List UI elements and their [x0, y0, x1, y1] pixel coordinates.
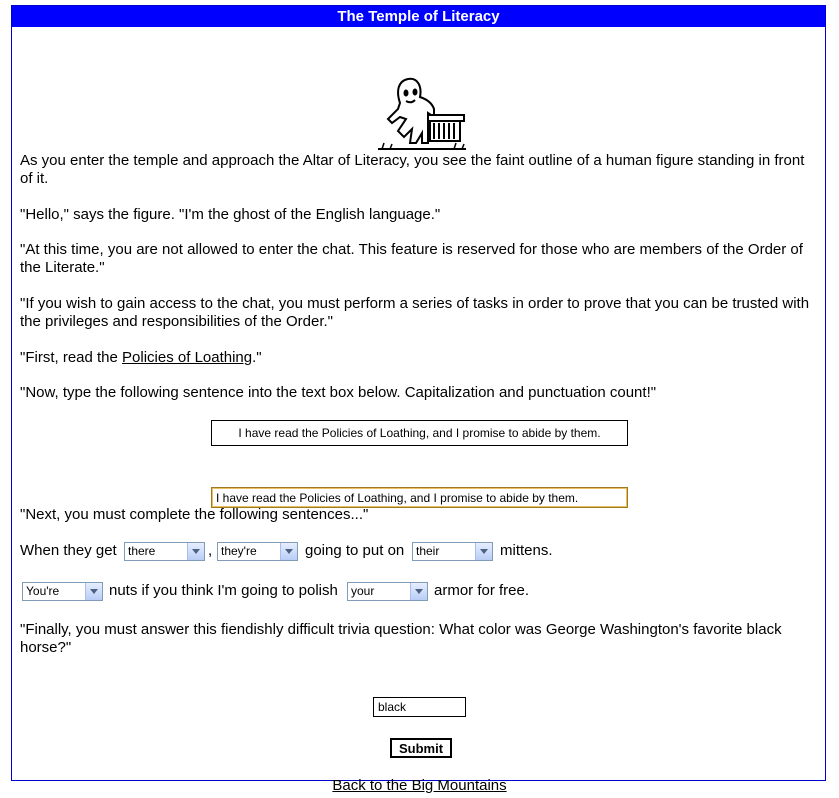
policies-link[interactable]: Policies of Loathing [122, 349, 253, 366]
sentence1-select1-value: there [128, 544, 156, 558]
sentence1-select2[interactable] [217, 542, 298, 561]
first-suffix: ." [252, 349, 262, 366]
not-allowed-text: "At this time, you are not allowed to enter the chat. This feature is reserved for those who are members of the Order of the Literate." [20, 241, 803, 276]
sentence1-part3: mittens. [500, 542, 553, 559]
back-link-container [12, 777, 827, 794]
sentence2-select2[interactable] [347, 582, 428, 601]
sentence1-comma: , [208, 542, 213, 559]
page-title: The Temple of Literacy [12, 6, 825, 27]
sentence1-select1[interactable] [124, 542, 205, 561]
sentence2-select1-value: You're [26, 584, 60, 598]
dropdown-arrow-icon [187, 543, 204, 560]
ghost-illustration [370, 73, 470, 155]
dropdown-arrow-icon [410, 583, 427, 600]
sentence1-select2-value: they're [221, 544, 257, 558]
sentence2-part1: nuts if you think I'm going to polish [109, 582, 338, 599]
sentence2-part2: armor for free. [434, 582, 530, 599]
target-sentence-box: I have read the Policies of Loathing, and I promise to abide by them. [211, 420, 628, 446]
sentence1-part2: going to put on [305, 542, 405, 559]
intro-text: As you enter the temple and approach the Altar of Literacy, you see the faint outline of a human figure standing in front of it. [20, 152, 805, 187]
hello-text: "Hello," says the figure. "I'm the ghost of the English language." [20, 206, 441, 223]
sentence2-select1[interactable] [22, 582, 103, 601]
temple-panel [11, 5, 826, 794]
first-prefix: "First, read the [20, 349, 123, 366]
sentence1-select3-value: their [416, 544, 440, 558]
sentence-input[interactable] [211, 487, 628, 508]
first-task-text [20, 349, 815, 367]
sentence1-select3[interactable] [412, 542, 493, 561]
sentence2-select2-value: your [351, 584, 375, 598]
trivia-answer-input[interactable] [373, 697, 466, 717]
next-task-text: "Next, you must complete the following sentences..." [20, 506, 369, 523]
dropdown-arrow-icon [475, 543, 492, 560]
type-sentence-text: "Now, type the following sentence into the text box below. Capitalization and punctuation count!" [20, 384, 657, 401]
dropdown-arrow-icon [280, 543, 297, 560]
dropdown-arrow-icon [85, 583, 102, 600]
sentence1-part1: When they get [20, 542, 117, 559]
trivia-question-text: "Finally, you must answer this fiendishly difficult trivia question: What color was George Washington's favorite black horse?" [20, 621, 782, 656]
tasks-text: "If you wish to gain access to the chat, you must perform a series of tasks in order to prove that you can be trusted with the privileges and responsibilities of the Order." [20, 295, 810, 330]
back-to-big-mountains-link[interactable]: Back to the Big Mountains [332, 777, 507, 794]
submit-button[interactable]: Submit [390, 738, 452, 758]
